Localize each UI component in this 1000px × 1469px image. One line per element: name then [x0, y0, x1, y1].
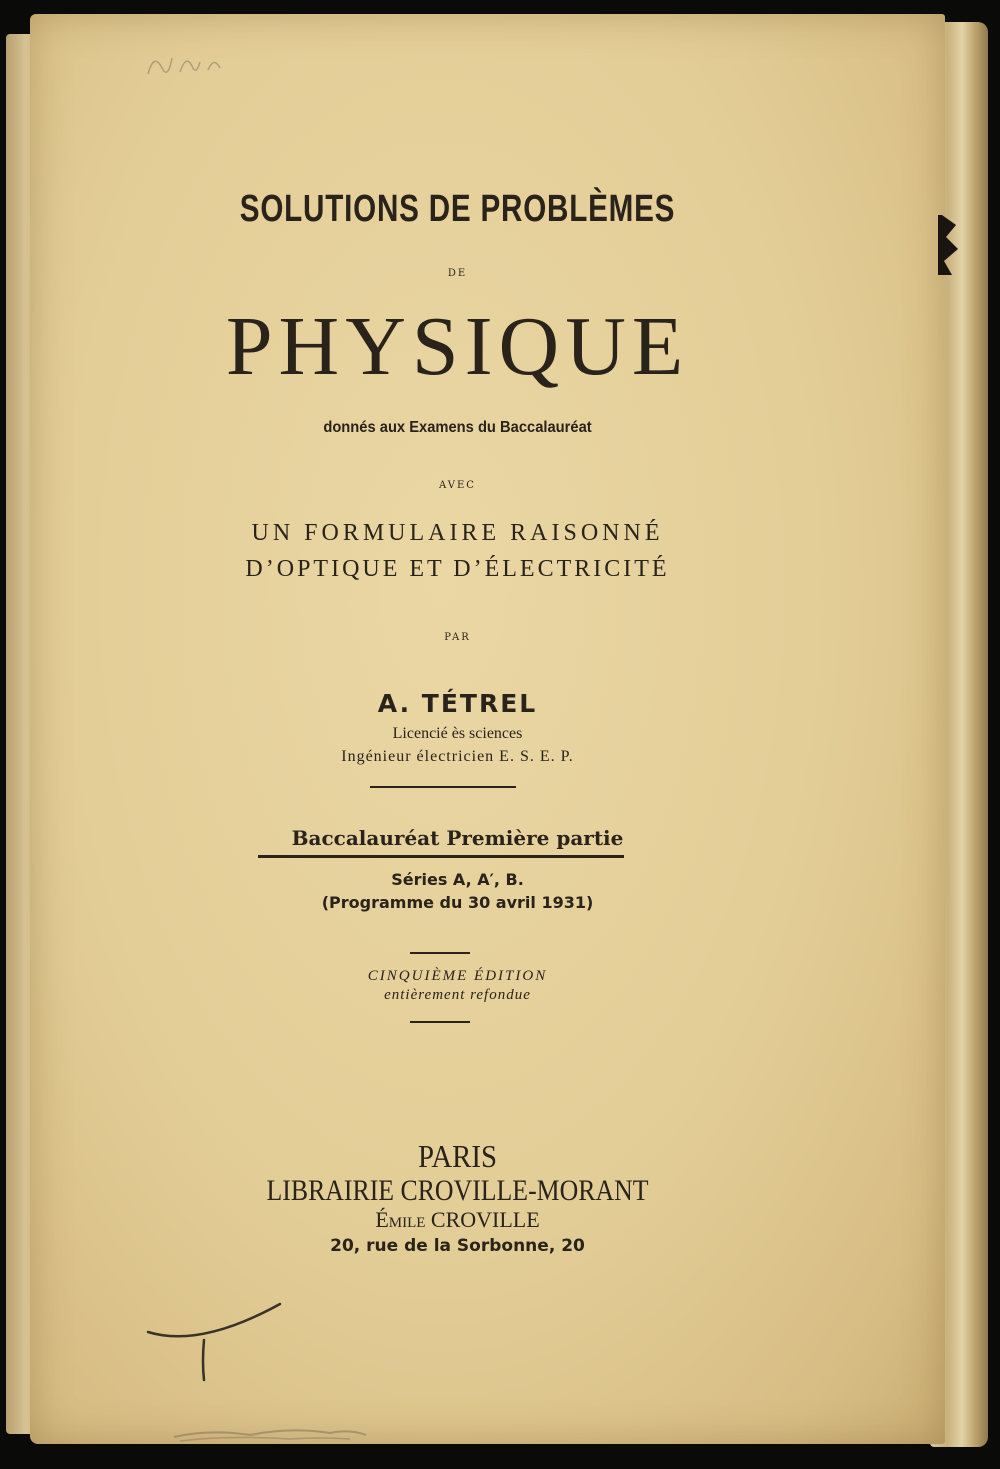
programme-date: (Programme du 30 avril 1931): [321, 893, 594, 912]
pencil-inventory-mark: [142, 44, 232, 84]
par-connector: PAR: [444, 632, 471, 643]
publisher-person-last: CROVILLE: [430, 1207, 540, 1232]
author-name: A. TÉTREL: [377, 689, 538, 718]
formulaire-line-1: UN FORMULAIRE RAISONNÉ: [251, 520, 664, 546]
title-connector: DE: [447, 268, 468, 279]
formulaire-line-2: D’OPTIQUE ET D’ÉLECTRICITÉ: [245, 556, 670, 582]
book-cover: [30, 14, 945, 1444]
subtitle: donnés aux Examens du Baccalauréat: [323, 419, 592, 436]
faded-stamp-mark: [170, 1419, 370, 1449]
publisher-name: LIBRAIRIE CROVILLE-MORANT: [266, 1174, 649, 1207]
edition-note: entièrement refondue: [384, 987, 531, 1003]
author-credential-1: Licencié ès sciences: [392, 725, 523, 742]
publisher-person-first: Émile: [375, 1207, 426, 1232]
exam-level: Baccalauréat Première partie: [291, 826, 624, 850]
publisher-city: PARIS: [417, 1138, 497, 1174]
pencil-mark: [140, 1296, 300, 1396]
divider-edition-bottom: [410, 1021, 470, 1023]
edition-number: CINQUIÈME ÉDITION: [367, 968, 548, 984]
divider-edition-top: [410, 952, 470, 954]
divider-level: [258, 855, 624, 858]
title-top: SOLUTIONS DE PROBLÈMES: [239, 188, 676, 230]
publisher-person: [0, 1207, 915, 1233]
author-credential-2: Ingénieur électricien E. S. E. P.: [341, 748, 574, 765]
avec-connector: AVEC: [439, 480, 476, 491]
edge-tear: [938, 215, 962, 275]
publisher-address: 20, rue de la Sorbonne, 20: [330, 1236, 585, 1256]
divider-author: [370, 786, 516, 788]
main-title: PHYSIQUE: [225, 300, 690, 393]
exam-series: Séries A, A′, B.: [391, 870, 524, 889]
